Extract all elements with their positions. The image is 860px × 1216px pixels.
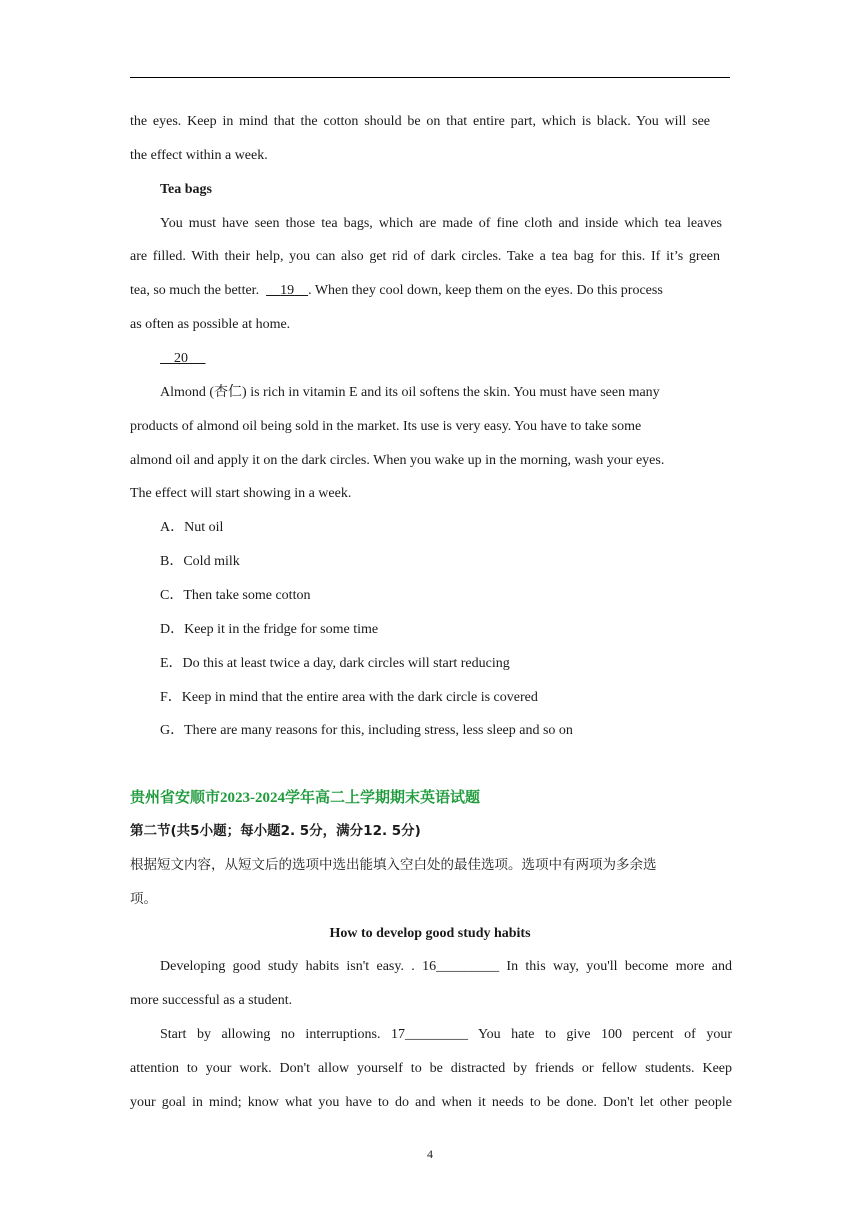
passage-line: the effect within a week. — [130, 148, 268, 163]
option-d: D．Keep it in the fridge for some time — [160, 622, 379, 637]
passage-line: the eyes. Keep in mind that the cotton should be on that entire part, which is black. You will see — [130, 114, 710, 129]
passage-line: Almond (杏仁) is rich in vitamin E and its oil softens the skin. You must have seen many — [160, 385, 660, 400]
passage-line: your goal in mind; know what you have to do and when it needs to be done. Don't let other people — [130, 1095, 732, 1110]
passage-line: are filled. With their help, you can also get rid of dark circles. Take a tea bag for this. If it’s green — [130, 249, 720, 264]
option-b: B．Cold milk — [160, 554, 240, 569]
page-number: 4 — [427, 1147, 433, 1161]
section-heading-tea-bags: Tea bags — [160, 182, 213, 197]
passage-text: tea, so much the better. — [130, 283, 260, 298]
passage-line: more successful as a student. — [130, 993, 293, 1008]
passage-line: You must have seen those tea bags, which are made of fine cloth and inside which tea leaves — [160, 216, 722, 231]
instructions-line: 根据短文内容，从短文后的选项中选出能填入空白处的最佳选项。选项中有两项为多余选 — [130, 857, 657, 873]
blank-19: 19 — [280, 283, 295, 298]
option-a: A．Nut oil — [160, 520, 224, 535]
part-heading: 第二节(共5小题；每小题2. 5分，满分12. 5分) — [130, 823, 421, 839]
blank-20: 20 — [174, 351, 188, 366]
instructions-line: 项。 — [130, 891, 157, 907]
passage-line: almond oil and apply it on the dark circles. When you wake up in the morning, wash your eyes. — [130, 453, 665, 468]
option-g: G．There are many reasons for this, including stress, less sleep and so on — [160, 723, 573, 738]
passage-line: Start by allowing no interruptions. 17_________ You hate to give 100 percent of your — [160, 1027, 732, 1042]
passage-line: as often as possible at home. — [130, 317, 291, 332]
passage-line: attention to your work. Don't allow yourself to be distracted by friends or fellow students. Keep — [130, 1061, 732, 1076]
passage-line-with-blank — [130, 282, 663, 300]
section-heading-blank-20 — [160, 350, 206, 368]
source-title: 贵州省安顺市2023-2024学年高二上学期期末英语试题 — [130, 790, 480, 806]
passage-line: The effect will start showing in a week. — [130, 486, 352, 501]
header-rule — [130, 77, 730, 78]
passage-line: Developing good study habits isn't easy. . 16_________ In this way, you'll become more and — [160, 959, 732, 974]
passage-text: . When they cool down, keep them on the eyes. Do this process — [308, 283, 663, 298]
option-e: E．Do this at least twice a day, dark circles will start reducing — [160, 656, 510, 671]
passage-title: How to develop good study habits — [329, 926, 531, 941]
passage-line: products of almond oil being sold in the market. Its use is very easy. You have to take some — [130, 419, 642, 434]
option-c: C．Then take some cotton — [160, 588, 311, 603]
option-f: F．Keep in mind that the entire area with the dark circle is covered — [160, 690, 538, 705]
